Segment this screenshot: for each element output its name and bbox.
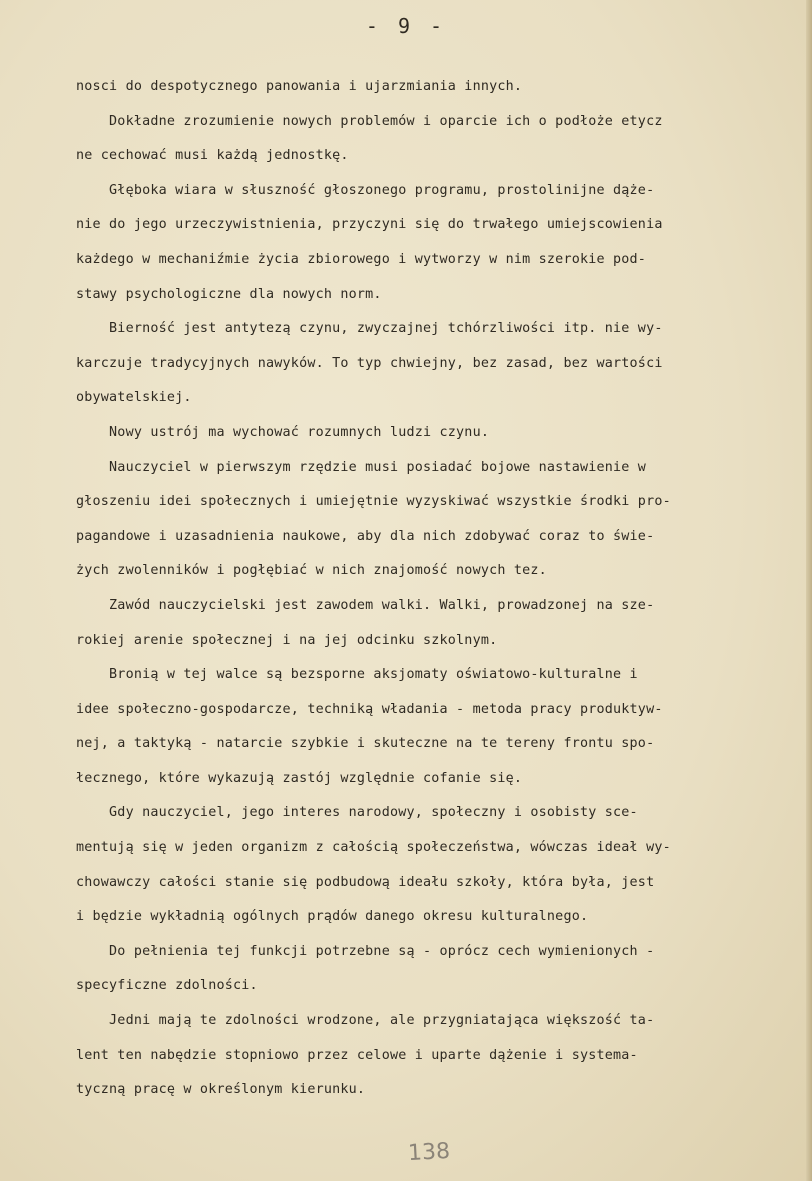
text-line: pagandowe i uzasadnienia naukowe, aby dla nich zdobywać coraz to świe- [76, 528, 655, 544]
text-line: i będzie wykładnią ogólnych prądów danego okresu kulturalnego. [76, 909, 589, 925]
text-line: Bierność jest antytezą czynu, zwyczajnej tchórzliwości itp. nie wy- [76, 321, 663, 337]
page-edge [806, 0, 812, 1181]
text-line: mentują się w jeden organizm z całością społeczeństwa, wówczas ideał wy- [76, 840, 671, 856]
text-line: specyficzne zdolności. [76, 978, 258, 994]
text-line: tyczną pracę w określonym kierunku. [76, 1082, 366, 1098]
text-line: Głęboka wiara w słuszność głoszonego programu, prostolinijne dąże- [76, 182, 655, 198]
text-line: nej, a taktyką - natarcie szybkie i skuteczne na te tereny frontu spo- [76, 736, 655, 752]
text-line: lent ten nabędzie stopniowo przez celowe i uparte dążenie i systema- [76, 1047, 638, 1063]
text-line: nie do jego urzeczywistnienia, przyczyni się do trwałego umiejscowienia [76, 217, 663, 233]
text-line: Nowy ustrój ma wychować rozumnych ludzi czynu. [76, 424, 490, 440]
handwritten-folio-number: 138 [407, 1138, 451, 1167]
text-line: Jedni mają te zdolności wrodzone, ale przygniatająca większość ta- [76, 1013, 655, 1029]
text-line: nosci do despotycznego panowania i ujarzmiania innych. [76, 79, 523, 94]
text-line: ne cechować musi każdą jednostkę. [76, 148, 349, 164]
text-line: Gdy nauczyciel, jego interes narodowy, społeczny i osobisty sce- [76, 805, 638, 821]
text-line: Bronią w tej walce są bezsporne aksjomaty oświatowo-kulturalne i [76, 667, 638, 683]
body-text [76, 70, 806, 1108]
text-line: obywatelskiej. [76, 390, 192, 406]
text-line: Do pełnienia tej funkcji potrzebne są - oprócz cech wymienionych - [76, 943, 655, 959]
text-line: chowawczy całości stanie się podbudową ideału szkoły, która była, jest [76, 874, 655, 890]
text-line: rokiej arenie społecznej i na jej odcinku szkolnym. [76, 632, 498, 648]
text-line: idee społeczno-gospodarcze, techniką władania - metoda pracy produktyw- [76, 701, 663, 717]
text-line: stawy psychologiczne dla nowych norm. [76, 286, 382, 302]
page-number: - 9 - [365, 14, 447, 38]
text-line: żych zwolenników i pogłębiać w nich znajomość nowych tez. [76, 563, 547, 579]
text-line: łecznego, które wykazują zastój względnie cofanie się. [76, 770, 523, 786]
text-line: każdego w mechaniźmie życia zbiorowego i wytworzy w nim szerokie pod- [76, 251, 647, 267]
text-line: Dokładne zrozumienie nowych problemów i oparcie ich o podłoże etycz [76, 113, 663, 129]
text-line: karczuje tradycyjnych nawyków. To typ chwiejny, bez zasad, bez wartości [76, 355, 663, 371]
text-line: Zawód nauczycielski jest zawodem walki. Walki, prowadzonej na sze- [76, 597, 655, 613]
text-line: głoszeniu idei społecznych i umiejętnie wyzyskiwać wszystkie środki pro- [76, 494, 671, 510]
text-line: Nauczyciel w pierwszym rzędzie musi posiadać bojowe nastawienie w [76, 459, 647, 475]
